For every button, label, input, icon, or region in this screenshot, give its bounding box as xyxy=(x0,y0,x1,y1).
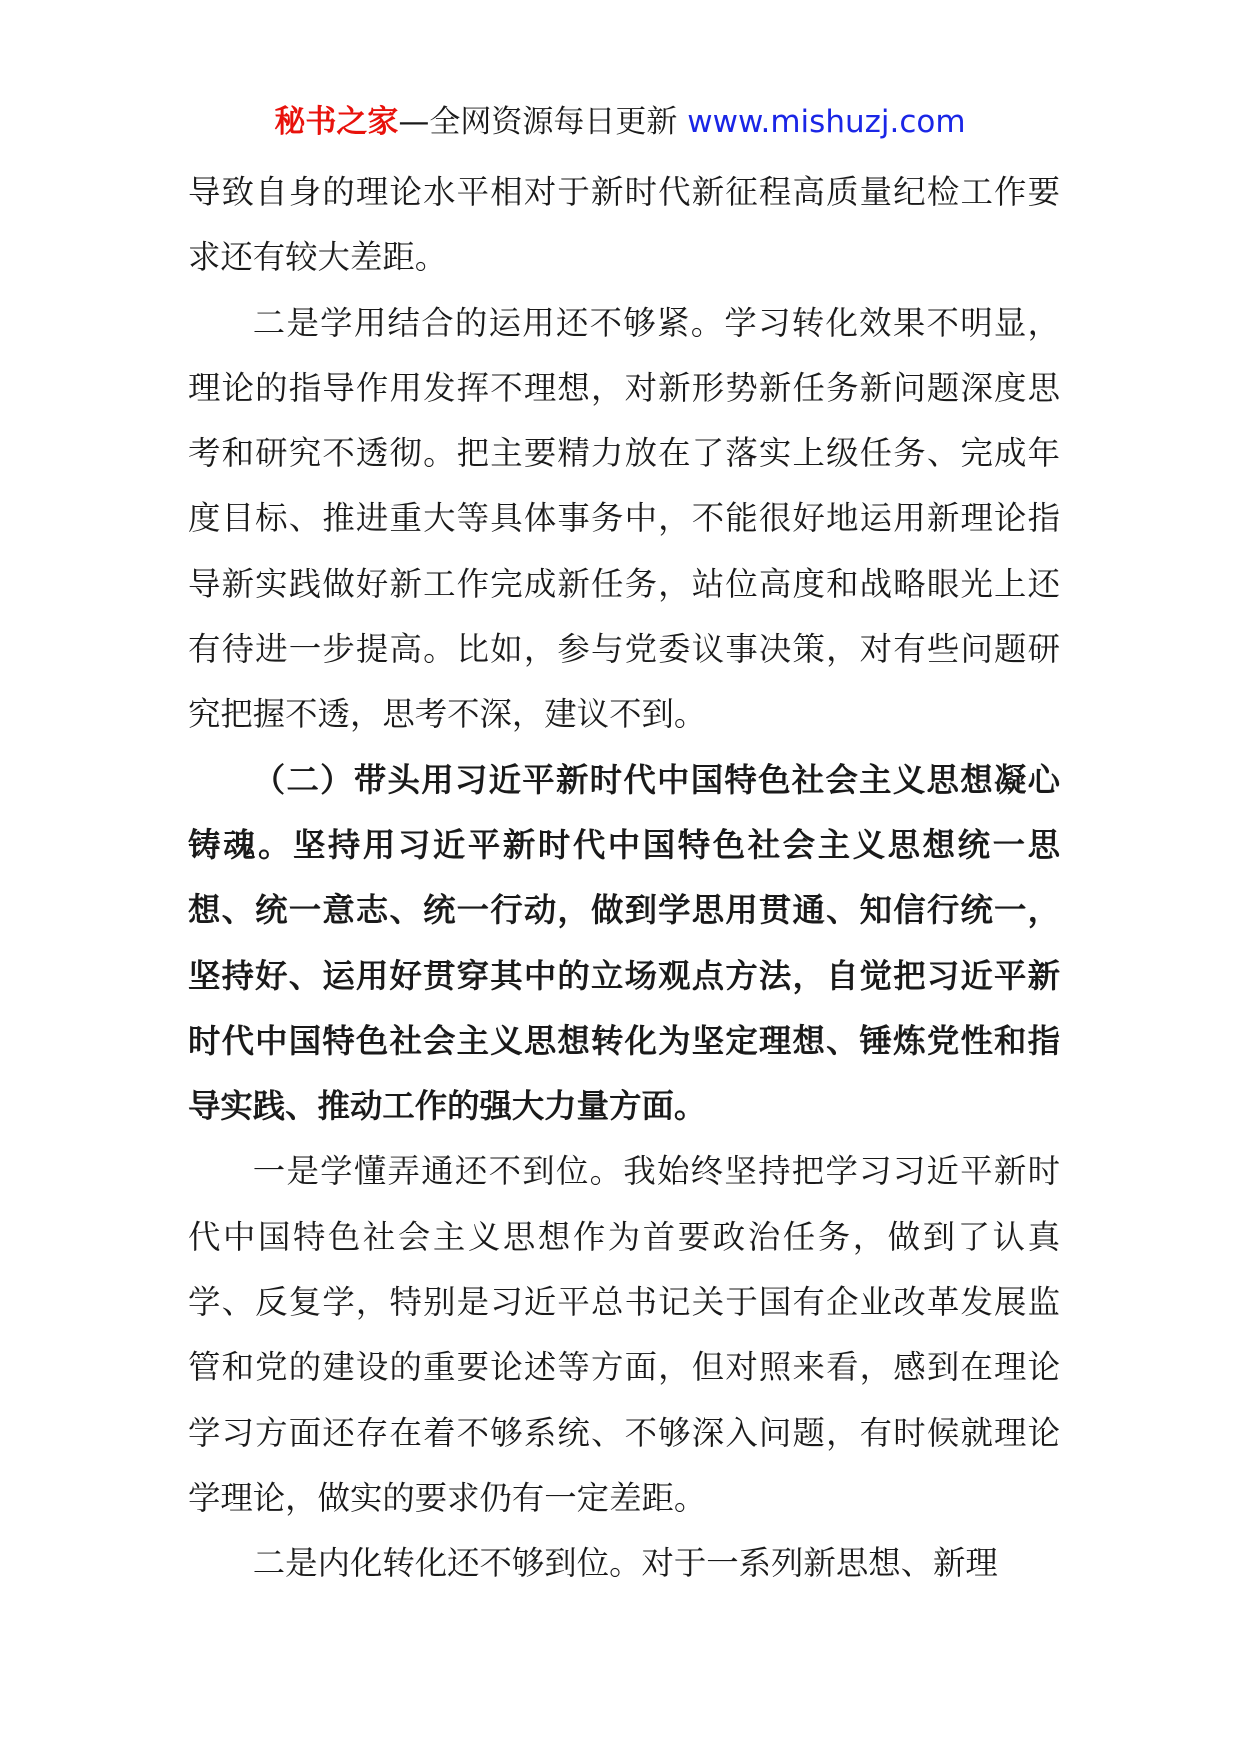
header-tagline: —全网资源每日更新 xyxy=(398,104,678,140)
paragraph-point-one: 一是学懂弄通还不到位。我始终坚持把学习习近平新时代中国特色社会主义思想作为首要政治任务，做到了认真学、反复学，特别是习近平总书记关于国有企业改革发展监管和党的建设的重要论述等方面，但对照来看，感到在理论学习方面还存在着不够系统、不够深入问题，有时候就理论学理论，做实的要求仍有一定差距。 xyxy=(188,1152,1060,1517)
paragraph-point-two: 二是学用结合的运用还不够紧。学习转化效果不明显，理论的指导作用发挥不理想，对新形势新任务新问题深度思考和研究不透彻。把主要精力放在了落实上级任务、完成年度目标、推进重大等具体事务中，不能很好地运用新理论指导新实践做好新工作完成新任务，站位高度和战略眼光上还有待进一步提高。比如，参与党委议事决策，对有些问题研究把握不透，思考不深，建议不到。 xyxy=(188,303,1060,734)
header-url-link[interactable]: www.mishuzj.com xyxy=(687,104,966,140)
page-header xyxy=(0,100,1240,144)
document-body xyxy=(188,160,1060,1597)
paragraph-point-two-continued: 二是内化转化还不够到位。对于一系列新思想、新理 xyxy=(252,1544,998,1583)
header-brand: 秘书之家 xyxy=(274,104,399,140)
section-heading-two: （二）带头用习近平新时代中国特色社会主义思想凝心铸魂。坚持用习近平新时代中国特色社会主义思想统一思想、统一意志、统一行动，做到学思用贯通、知信行统一，坚持好、运用好贯穿其中的立场观点方法，自觉把习近平新时代中国特色社会主义思想转化为坚定理想、锤炼党性和指导实践、推动工作的强大力量方面。 xyxy=(188,760,1060,1126)
paragraph-continuation: 导致自身的理论水平相对于新时代新征程高质量纪检工作要求还有较大差距。 xyxy=(188,173,1060,277)
